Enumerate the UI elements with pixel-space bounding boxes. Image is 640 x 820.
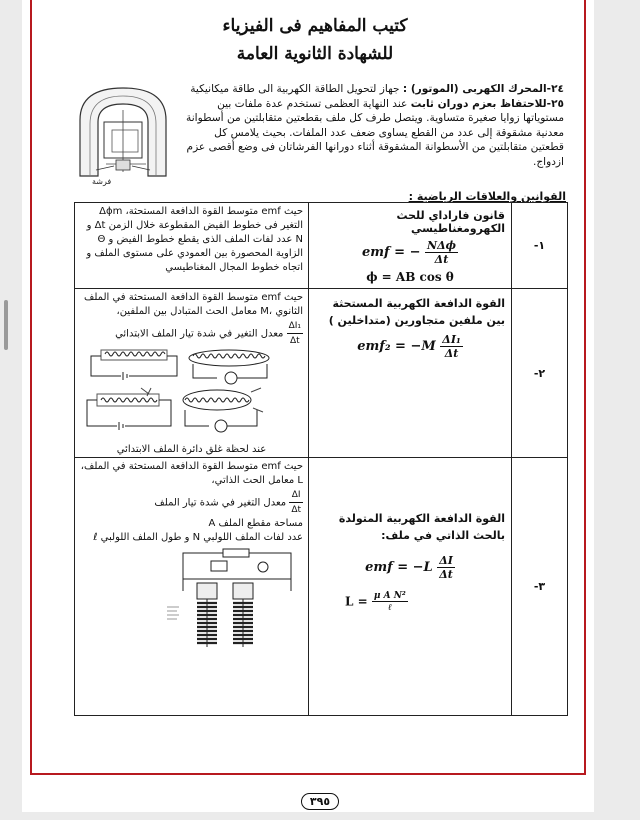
row3-eq2-lhs: L = [345,594,368,609]
item25-heading: ٢٥-للاحتفاظ بعزم دوران ثابت [410,97,564,110]
page-number [290,793,350,810]
row1-flux-equation: ϕ = AB cos θ [366,270,454,284]
intro-text [186,82,564,170]
motor-diagram [66,80,180,188]
row3-desc-turns: عدد لفات الملف اللولبي N و طول الملف اللولبي ℓ [93,532,303,543]
row2-desc-rate-text: معدل التغير في شدة تيار الملف الابتدائي [115,328,284,340]
row3-eq-fraction [437,554,455,581]
row3-description [75,458,309,716]
row3-desc-text: حيث emf متوسط القوة الدافعة المستحثة في الملف، L معامل الحث الذاتي، [80,461,303,486]
section-title: القوانين والعلاقات الرياضية : [408,190,566,203]
row3-law [309,458,512,716]
row3-eq-denominator: Δt [439,568,453,581]
item24-text: جهاز لتحويل الطاقة الكهربية الى طاقة ميكانيكية [190,83,400,95]
row2-desc-text: حيث emf متوسط القوة الدافعة المستحثة في الملف الثانوي ،M معامل الحث المتبادل بين الملفين، [84,292,303,317]
scrollbar[interactable] [4,300,8,350]
row3-equation [315,554,505,581]
row1-number: -١ [512,203,568,289]
row2-eq-lhs: emf₂ = −M [357,339,436,354]
book-title: كتيب المفاهيم فى الفيزياء [222,16,408,36]
row3-eq2-numerator: μ A N² [373,591,406,601]
row1-eq-lhs: emf = − [362,245,421,260]
row3-eq-numerator: ΔI [439,554,453,567]
row2-eq-fraction [440,333,463,360]
item24-heading: ٢٤-المحرك الكهربى (الموتور) : [402,83,564,95]
row2-eq-denominator: Δt [444,347,459,360]
self-induction-diagram [80,545,303,656]
row1-eq-fraction [425,239,458,266]
row2-caption: عند لحظة غلق دائرة الملف الابتدائي [116,444,267,455]
row2-equation [315,333,505,360]
row3-eq2-denominator: ℓ [387,603,392,613]
page-number-text: ٣٩٥ [301,793,339,810]
row1-eq-denominator: Δt [434,253,449,266]
table-row [75,458,568,716]
row3-eq-lhs: emf = −L [365,560,433,575]
laws-table [74,202,568,716]
row1-law [309,203,512,289]
row1-description: حيث emf متوسط القوة الدافعة المستحثة، Δϕm التغير فى خطوط الفيض المقطوعة خلال الزمن Δt و N عدد لفات الملف الذى يقطع خطوط الفيض و Θ الزاوية المحصورة بين العمودي على مستوى الملف و اتجاه خطوط المجال المغناطيسي [75,203,309,289]
row1-equation [315,239,505,266]
row3-eq2-fraction [372,591,408,613]
mutual-induction-diagram [80,348,303,443]
row2-description [75,289,309,458]
row2-desc-fraction [287,319,303,348]
row3-desc-numerator: ΔI [289,488,303,503]
table-row [75,289,568,458]
book-subtitle: للشهادة الثانوية العامة [236,44,394,64]
row2-eq-numerator: ΔI₁ [442,333,461,346]
row3-number: -٣ [512,458,568,716]
row3-desc-denominator: Δt [291,505,301,515]
row2-desc-numerator: ΔI₁ [287,319,303,334]
row3-inductance-equation [315,591,505,613]
row3-law-title: القوة الدافعة الكهربية المتولدة بالحث الذاتي في ملف: [338,512,505,542]
row2-desc-denominator: Δt [289,336,300,346]
row1-eq-numerator: NΔϕ [427,239,456,252]
row3-desc-area: مساحة مقطع الملف A [208,518,303,529]
brush-label: فرشة [92,177,112,186]
table-row [75,203,568,289]
row3-desc-rate-text: معدل التغير في شدة تيار الملف [154,497,287,509]
row1-law-title: قانون فاراداي للحث الكهرومغناطيسي [396,209,505,235]
item25-text: عند النهاية العظمى تستخدم عدة ملفات بين مستوياتها زوايا صغيرة متساوية. ويتصل طرف كل ملف بقطعتين متقابلتين من أسطوانة معدنية مشقوقة إلى عدد من القطع يساوى ضعف عدد الملفات. بحيث يلامس كل قطعتين متقابلتين من الأسطوانة المشقوقة أثناء دورانها الفرشاتان فى وضع أقصى عزم ازدواج. [186,97,564,168]
row2-desc-rate [80,319,303,348]
row2-number: -٢ [512,289,568,458]
row2-law [309,289,512,458]
row2-law-title: القوة الدافعة الكهربية المستحثة بين ملفين متجاورين (متداخلين ) [328,297,505,327]
row3-desc-fraction [289,488,303,517]
row3-desc-rate [80,488,303,517]
